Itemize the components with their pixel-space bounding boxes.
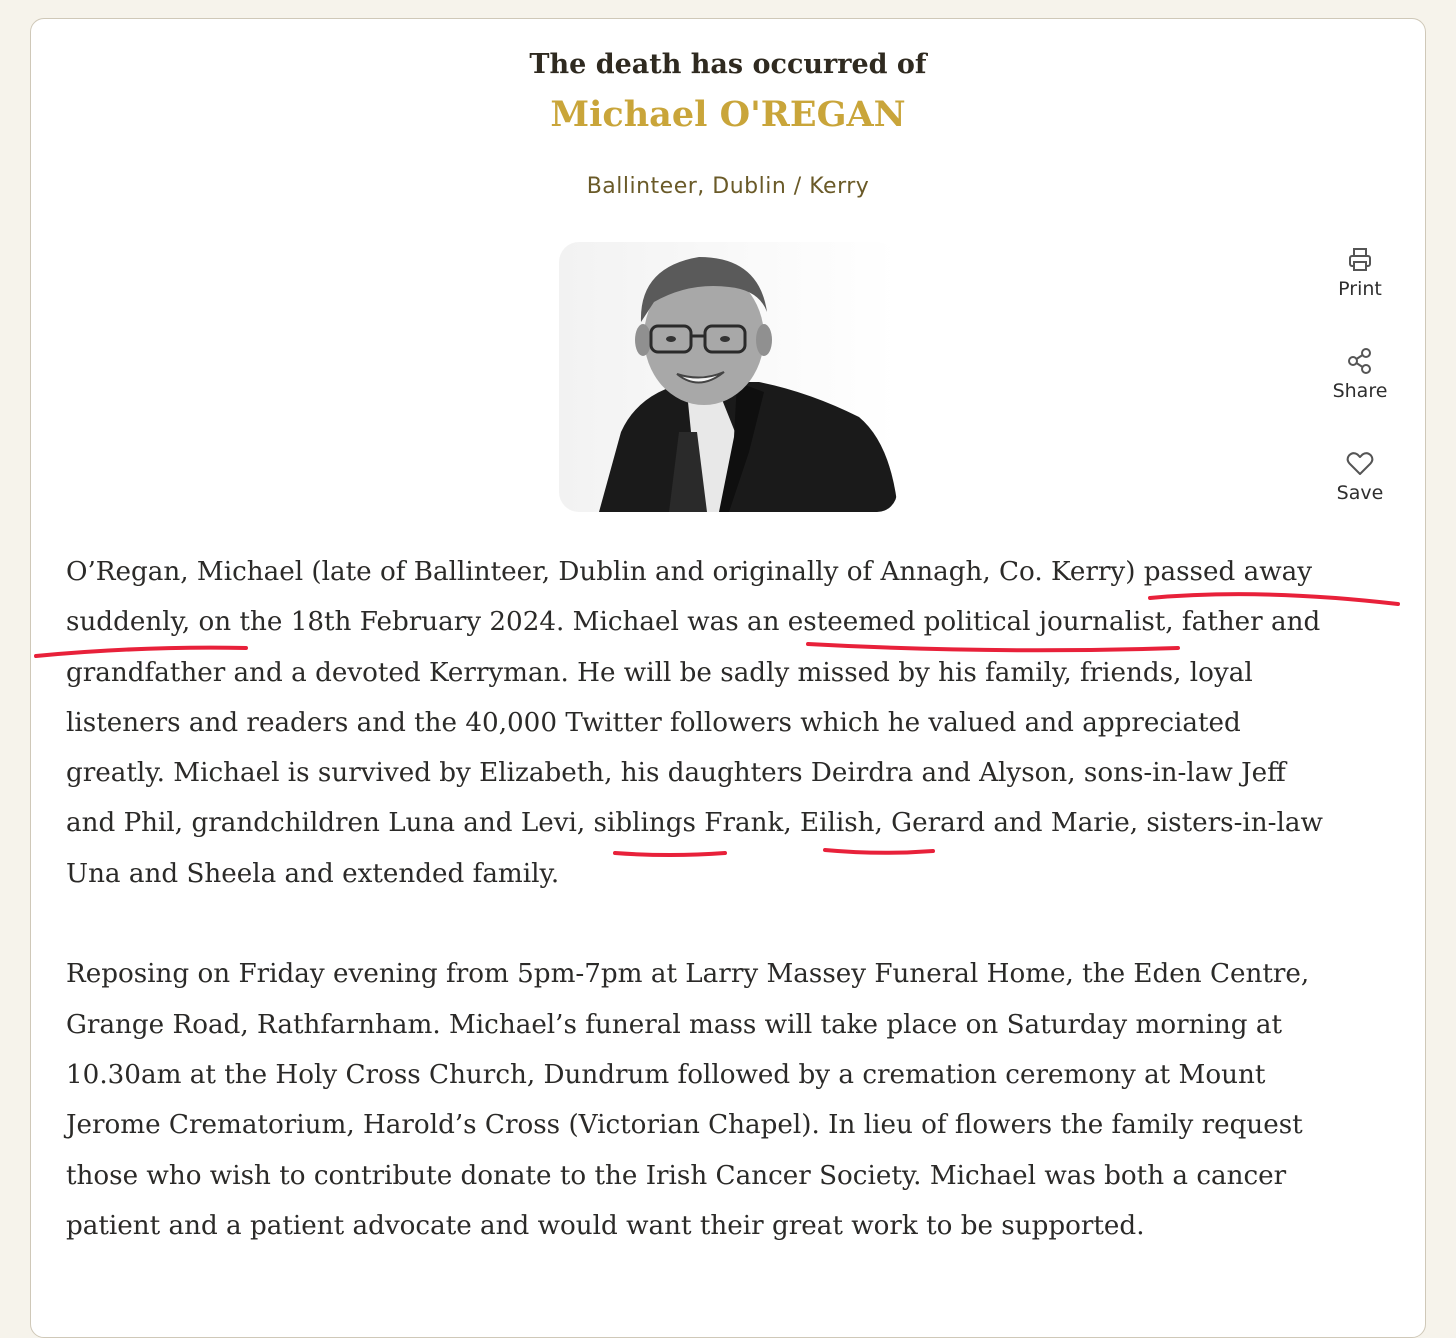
paragraph1-line: Una and Sheela and extended family. <box>66 858 560 889</box>
print-button[interactable] <box>1310 244 1410 324</box>
paragraph1-line: O’Regan, Michael (late of Ballinteer, Dublin and originally of Annagh, Co. Kerry) passed away <box>66 557 1313 587</box>
paragraph2-line: those who wish to contribute donate to the Irish Cancer Society. Michael was both a cancer <box>66 1160 1287 1191</box>
paragraph1-line: listeners and readers and the 40,000 Twitter followers which he valued and appreciated <box>66 707 1241 738</box>
share-label: Share <box>1332 380 1388 402</box>
portrait-illustration <box>559 242 897 512</box>
heart-icon <box>1345 448 1375 478</box>
paragraph1-line: grandfather and a devoted Kerryman. He will be sadly missed by his family, friends, loyal <box>66 657 1253 688</box>
paragraph-gap <box>66 899 1386 949</box>
paragraph1-line: greatly. Michael is survived by Elizabeth, his daughters Deirdra and Alyson, sons-in-law Jeff <box>66 758 1286 789</box>
share-button[interactable] <box>1310 346 1410 426</box>
announcement-heading: The death has occurred of <box>529 49 927 80</box>
paragraph1-line: suddenly, on the 18th February 2024. Michael was an esteemed political journalist, father and <box>66 607 1321 638</box>
paragraph2-line: Jerome Crematorium, Harold’s Cross (Victorian Chapel). In lieu of flowers the family request <box>66 1110 1303 1141</box>
location-text: Ballinteer, Dublin / Kerry <box>586 174 870 199</box>
save-label: Save <box>1336 482 1384 504</box>
deceased-name: Michael O'REGAN <box>550 94 906 135</box>
paragraph2-line: Grange Road, Rathfarnham. Michael’s funeral mass will take place on Saturday morning at <box>66 1009 1282 1040</box>
paragraph2-line: 10.30am at the Holy Cross Church, Dundrum followed by a cremation ceremony at Mount <box>66 1059 1266 1090</box>
paragraph2-line: Reposing on Friday evening from 5pm-7pm at Larry Massey Funeral Home, the Eden Centre, <box>66 959 1310 990</box>
portrait-photo <box>559 242 897 512</box>
printer-icon <box>1345 244 1375 274</box>
save-button[interactable] <box>1310 448 1410 528</box>
paragraph2-line: patient and a patient advocate and would want their great work to be supported. <box>66 1210 1145 1241</box>
obituary-text <box>66 547 1386 1251</box>
print-label: Print <box>1338 278 1382 300</box>
paragraph1-line: and Phil, grandchildren Luna and Levi, siblings Frank, Eilish, Gerard and Marie, sisters-in-law <box>66 808 1323 839</box>
share-icon <box>1345 346 1375 376</box>
